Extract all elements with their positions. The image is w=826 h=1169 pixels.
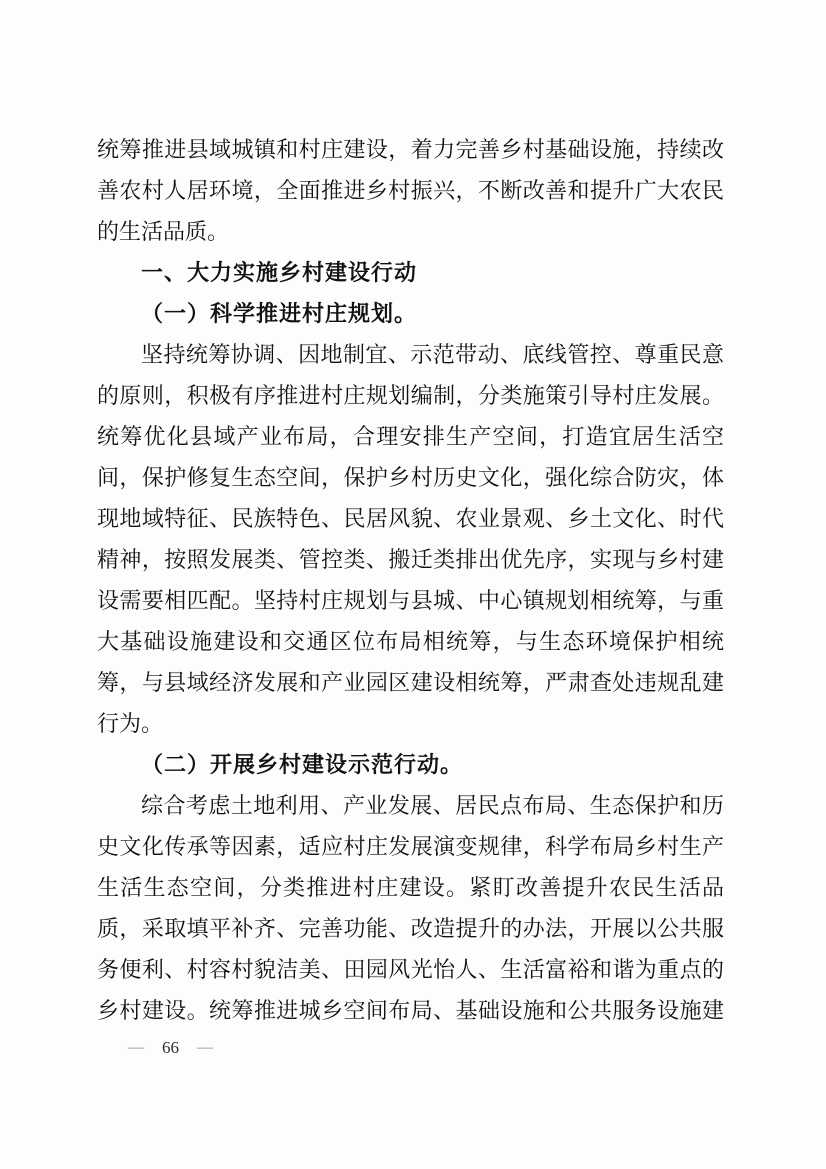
text-line: 大基础设施建设和交通区位布局相统筹，与生态环境保护相统	[97, 629, 724, 654]
document-content	[97, 129, 724, 1031]
section-heading: 一、大力实施乡村建设行动	[141, 260, 418, 285]
text-line: 行为。	[97, 711, 164, 736]
text-line: 筹，与县域经济发展和产业园区建设相统筹，严肃查处违规乱建	[97, 670, 724, 695]
text-line: 综合考虑土地利用、产业发展、居民点布局、生态保护和历	[141, 793, 724, 818]
text-line: 善农村人居环境，全面推进乡村振兴，不断改善和提升广大农民	[97, 178, 724, 203]
page-number: 66	[162, 1038, 179, 1057]
text-line: 间，保护修复生态空间，保护乡村历史文化，强化综合防灾，体	[97, 465, 724, 490]
page-footer	[128, 1036, 213, 1060]
footer-dash-right: —	[197, 1039, 213, 1056]
text-line: 精神，按照发展类、管控类、搬迁类排出优先序，实现与乡村建	[97, 547, 724, 572]
subsection-heading: （二）开展乡村建设示范行动。	[141, 752, 464, 777]
text-line: 生活生态空间，分类推进村庄建设。紧盯改善提升农民生活品	[97, 875, 724, 900]
text-line: 坚持统筹协调、因地制宜、示范带动、底线管控、尊重民意	[141, 342, 724, 367]
paragraph-continuation	[97, 129, 724, 252]
text-line: 乡村建设。统筹推进城乡空间布局、基础设施和公共服务设施建	[97, 998, 724, 1023]
text-line: 现地域特征、民族特色、民居风貌、农业景观、乡土文化、时代	[97, 506, 724, 531]
footer-dash-left: —	[128, 1039, 144, 1056]
text-line: 务便利、村容村貌洁美、田园风光怡人、生活富裕和谐为重点的	[97, 957, 724, 982]
text-line: 的原则，积极有序推进村庄规划编制，分类施策引导村庄发展。	[97, 383, 724, 408]
paragraph	[97, 334, 724, 744]
text-line: 史文化传承等因素，适应村庄发展演变规律，科学布局乡村生产	[97, 834, 724, 859]
text-line: 的生活品质。	[97, 219, 230, 244]
paragraph	[97, 785, 724, 1031]
text-line: 设需要相匹配。坚持村庄规划与县城、中心镇规划相统筹，与重	[97, 588, 724, 613]
text-line: 质，采取填平补齐、完善功能、改造提升的办法，开展以公共服	[97, 916, 724, 941]
subsection-heading: （一）科学推进村庄规划。	[141, 301, 418, 326]
text-line: 统筹优化县域产业布局，合理安排生产空间，打造宜居生活空	[97, 424, 724, 449]
text-line: 统筹推进县域城镇和村庄建设，着力完善乡村基础设施，持续改	[97, 137, 724, 162]
